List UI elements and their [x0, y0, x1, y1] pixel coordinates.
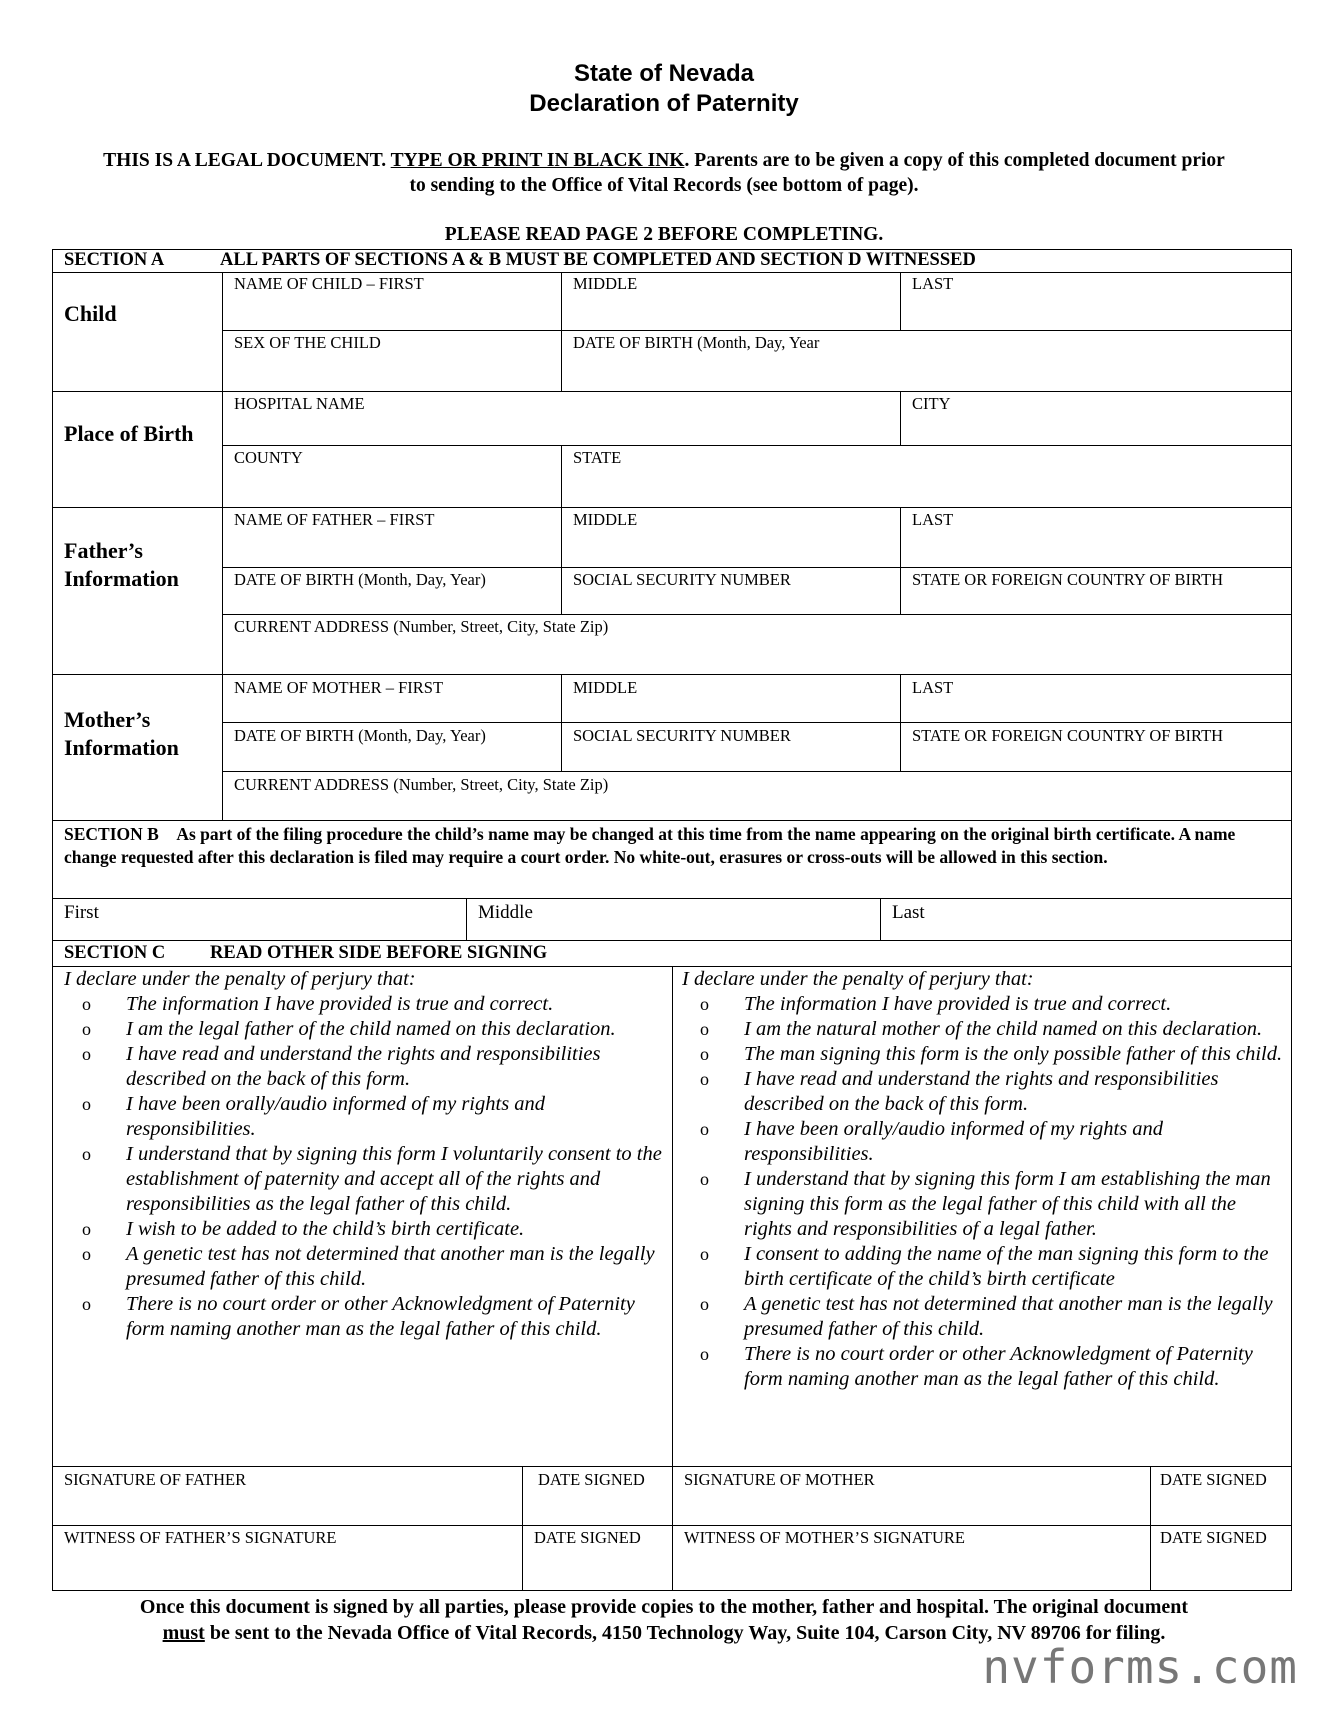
father-declaration-item-text: I have read and understand the rights and responsibilities described on the back of this form. — [126, 1043, 601, 1090]
child-first-name-field[interactable]: NAME OF CHILD – FIRST — [234, 274, 424, 293]
mother-last-name-field[interactable]: LAST — [912, 678, 954, 697]
father-dob-field[interactable]: DATE OF BIRTH (Month, Day, Year) — [234, 570, 486, 589]
rule — [52, 674, 1292, 675]
bullet-icon: o — [700, 1069, 709, 1089]
rule — [222, 445, 1292, 446]
bullet-icon: o — [700, 994, 709, 1014]
bullet-icon: o — [700, 1044, 709, 1064]
mother-dob-field[interactable]: DATE OF BIRTH (Month, Day, Year) — [234, 726, 486, 745]
rule — [222, 771, 1292, 772]
rule — [52, 391, 1292, 392]
rule — [466, 898, 467, 940]
mother-declaration-item — [682, 1342, 1287, 1392]
father-declaration-item-text: I am the legal father of the child named on this declaration. — [126, 1018, 616, 1040]
father-declaration-item-text: The information I have provided is true and correct. — [126, 993, 554, 1015]
mother-declaration-item — [682, 1167, 1287, 1242]
mother-declaration-item — [682, 1117, 1287, 1167]
rule — [222, 272, 223, 820]
mother-declaration-item-text: The information I have provided is true and correct. — [744, 993, 1172, 1015]
father-address-field[interactable]: CURRENT ADDRESS (Number, Street, City, State Zip) — [234, 617, 609, 636]
section-a-label: SECTION A — [64, 250, 165, 270]
father-declaration-item — [64, 1092, 664, 1142]
mother-birthplace-field[interactable]: STATE OR FOREIGN COUNTRY OF BIRTH — [912, 726, 1224, 745]
mother-address-field[interactable]: CURRENT ADDRESS (Number, Street, City, State Zip) — [234, 775, 609, 794]
filing-must: must — [162, 1622, 205, 1644]
rule — [561, 272, 562, 391]
father-declaration-item — [64, 1142, 664, 1217]
mother-heading-line1: Mother’s — [64, 707, 151, 732]
mother-heading-line2: Information — [64, 735, 179, 760]
bullet-icon: o — [82, 994, 91, 1014]
rule — [900, 272, 901, 330]
filing-line1: Once this document is signed by all parties, please provide copies to the mother, father and hospital. The original document — [139, 1596, 1189, 1618]
mother-signature-field[interactable]: SIGNATURE OF MOTHER — [684, 1470, 875, 1489]
father-declaration-item — [64, 1042, 664, 1092]
legal-notice — [100, 148, 1228, 198]
father-declaration-item-text: There is no court order or other Acknowledgment of Paternity form naming another man as the legal father of this child. — [126, 1293, 635, 1340]
mother-declaration-intro: I declare under the penalty of perjury that: — [682, 968, 1034, 990]
new-middle-name-field[interactable]: Middle — [478, 902, 533, 923]
bullet-icon: o — [82, 1019, 91, 1039]
child-sex-field[interactable]: SEX OF THE CHILD — [234, 333, 381, 352]
rule — [561, 445, 562, 507]
form-subtitle: Declaration of Paternity — [529, 90, 799, 117]
read-page-2-notice: PLEASE READ PAGE 2 BEFORE COMPLETING. — [444, 224, 884, 245]
section-a-instruction: ALL PARTS OF SECTIONS A & B MUST BE COMPLETED AND SECTION D WITNESSED — [220, 250, 976, 270]
rule — [52, 898, 1292, 899]
section-c-label: SECTION C — [64, 943, 166, 963]
bullet-icon: o — [700, 1119, 709, 1139]
rule — [52, 820, 1292, 821]
mother-first-name-field[interactable]: NAME OF MOTHER – FIRST — [234, 678, 444, 697]
mother-declaration-item — [682, 1017, 1287, 1042]
birth-county-field[interactable]: COUNTY — [234, 448, 303, 467]
mother-heading — [64, 706, 179, 762]
father-declaration-item — [64, 1217, 664, 1242]
rule — [222, 567, 1292, 568]
rule — [52, 507, 1292, 508]
father-middle-name-field[interactable]: MIDDLE — [573, 510, 638, 529]
father-ssn-field[interactable]: SOCIAL SECURITY NUMBER — [573, 570, 791, 589]
mother-declaration — [682, 967, 1287, 1392]
filing-instructions — [60, 1594, 1268, 1646]
rule — [522, 1466, 523, 1591]
mother-witness-date-field[interactable]: DATE SIGNED — [1160, 1528, 1267, 1547]
father-witness-date-field[interactable]: DATE SIGNED — [534, 1528, 641, 1547]
child-heading: Child — [64, 301, 117, 326]
mother-declaration-list — [682, 992, 1287, 1392]
mother-declaration-item-text: There is no court order or other Acknowledgment of Paternity form naming another man as the legal father of this child. — [744, 1343, 1253, 1390]
rule — [1150, 1466, 1151, 1591]
new-last-name-field[interactable]: Last — [892, 902, 925, 923]
rule — [900, 391, 901, 445]
father-heading — [64, 537, 179, 593]
bullet-icon: o — [82, 1044, 91, 1064]
mother-declaration-item — [682, 1292, 1287, 1342]
rule — [52, 272, 1292, 273]
bullet-icon: o — [700, 1244, 709, 1264]
rule — [880, 898, 881, 940]
father-last-name-field[interactable]: LAST — [912, 510, 954, 529]
mother-declaration-item-text: I am the natural mother of the child named on this declaration. — [744, 1018, 1263, 1040]
section-b-instruction: As part of the filing procedure the child’s name may be changed at this time from the name appearing on the original birth certificate. A name change requested after this declaration is filed may require a court order. No white-out, erasures or cross-outs will be allowed in this section. — [64, 824, 1236, 867]
father-declaration-item — [64, 1017, 664, 1042]
father-heading-line2: Information — [64, 566, 179, 591]
watermark: nvforms.com — [982, 1640, 1298, 1694]
section-b-text — [64, 823, 1286, 868]
bullet-icon: o — [700, 1169, 709, 1189]
bullet-icon: o — [82, 1144, 91, 1164]
section-b-label: SECTION B — [64, 824, 159, 844]
mother-date-signed-field[interactable]: DATE SIGNED — [1160, 1470, 1267, 1489]
mother-declaration-item — [682, 1042, 1287, 1067]
bullet-icon: o — [82, 1094, 91, 1114]
father-declaration-item-text: I wish to be added to the child’s birth certificate. — [126, 1218, 525, 1240]
form-title: State of Nevada — [573, 60, 755, 87]
father-declaration-item — [64, 1292, 664, 1342]
rule — [52, 940, 1292, 941]
rule — [672, 966, 673, 1591]
rule — [561, 674, 562, 771]
rule — [900, 507, 901, 614]
place-of-birth-heading: Place of Birth — [64, 421, 194, 446]
notice-black-ink: TYPE OR PRINT IN BLACK INK — [390, 150, 685, 171]
mother-declaration-item-text: The man signing this form is the only possible father of this child. — [744, 1043, 1283, 1065]
mother-declaration-item-text: I have been orally/audio informed of my rights and responsibilities. — [744, 1118, 1164, 1165]
father-declaration-item — [64, 992, 664, 1017]
birth-state-field[interactable]: STATE — [573, 448, 622, 467]
mother-declaration-item — [682, 1067, 1287, 1117]
father-declaration-item-text: I have been orally/audio informed of my rights and responsibilities. — [126, 1093, 546, 1140]
bullet-icon: o — [82, 1244, 91, 1264]
mother-declaration-item — [682, 1242, 1287, 1292]
father-declaration-item-text: A genetic test has not determined that another man is the legally presumed father of this child. — [126, 1243, 655, 1290]
mother-declaration-item-text: I understand that by signing this form I am establishing the man signing this form as the legal father of this child with all the rights and responsibilities of a legal father. — [744, 1168, 1271, 1240]
rule — [222, 330, 1292, 331]
hospital-name-field[interactable]: HOSPITAL NAME — [234, 394, 365, 413]
father-witness-field[interactable]: WITNESS OF FATHER’S SIGNATURE — [64, 1528, 337, 1547]
mother-declaration-item — [682, 992, 1287, 1017]
father-signature-field[interactable]: SIGNATURE OF FATHER — [64, 1470, 247, 1489]
father-birthplace-field[interactable]: STATE OR FOREIGN COUNTRY OF BIRTH — [912, 570, 1224, 589]
father-declaration-list — [64, 992, 664, 1342]
rule — [561, 507, 562, 614]
mother-ssn-field[interactable]: SOCIAL SECURITY NUMBER — [573, 726, 791, 745]
father-heading-line1: Father’s — [64, 538, 143, 563]
child-last-name-field[interactable]: LAST — [912, 274, 954, 293]
bullet-icon: o — [700, 1019, 709, 1039]
bullet-icon: o — [82, 1219, 91, 1239]
bullet-icon: o — [700, 1294, 709, 1314]
mother-witness-field[interactable]: WITNESS OF MOTHER’S SIGNATURE — [684, 1528, 965, 1547]
section-c-instruction: READ OTHER SIDE BEFORE SIGNING — [210, 943, 548, 963]
father-first-name-field[interactable]: NAME OF FATHER – FIRST — [234, 510, 435, 529]
mother-middle-name-field[interactable]: MIDDLE — [573, 678, 638, 697]
filing-line2: be sent to the Nevada Office of Vital Records, 4150 Technology Way, Suite 104, Carson City, NV 89706 for filing. — [204, 1622, 1166, 1644]
father-declaration-intro: I declare under the penalty of perjury that: — [64, 968, 416, 990]
child-dob-field[interactable]: DATE OF BIRTH (Month, Day, Year — [573, 333, 820, 352]
new-first-name-field[interactable]: First — [64, 902, 99, 923]
bullet-icon: o — [82, 1294, 91, 1314]
father-declaration-item-text: I understand that by signing this form I voluntarily consent to the establishment of paternity and accept all of the rights and responsibilities as the legal father of this child. — [126, 1143, 662, 1215]
father-declaration — [64, 967, 664, 1342]
father-declaration-item — [64, 1242, 664, 1292]
child-middle-name-field[interactable]: MIDDLE — [573, 274, 638, 293]
birth-city-field[interactable]: CITY — [912, 394, 951, 413]
mother-declaration-item-text: I consent to adding the name of the man signing this form to the birth certificate of the child’s birth certificate — [744, 1243, 1269, 1290]
rule — [900, 674, 901, 771]
bullet-icon: o — [700, 1344, 709, 1364]
notice-part3: . Parents are to be given a copy of this completed document prior to sending to the Office of Vital Records (see bottom of page). — [409, 150, 1225, 196]
father-date-signed-field[interactable]: DATE SIGNED — [538, 1470, 645, 1489]
mother-declaration-item-text: A genetic test has not determined that another man is the legally presumed father of this child. — [744, 1293, 1273, 1340]
mother-declaration-item-text: I have read and understand the rights and responsibilities described on the back of this form. — [744, 1068, 1219, 1115]
rule — [222, 614, 1292, 615]
notice-part1: THIS IS A LEGAL DOCUMENT. — [103, 150, 391, 171]
rule — [222, 722, 1292, 723]
